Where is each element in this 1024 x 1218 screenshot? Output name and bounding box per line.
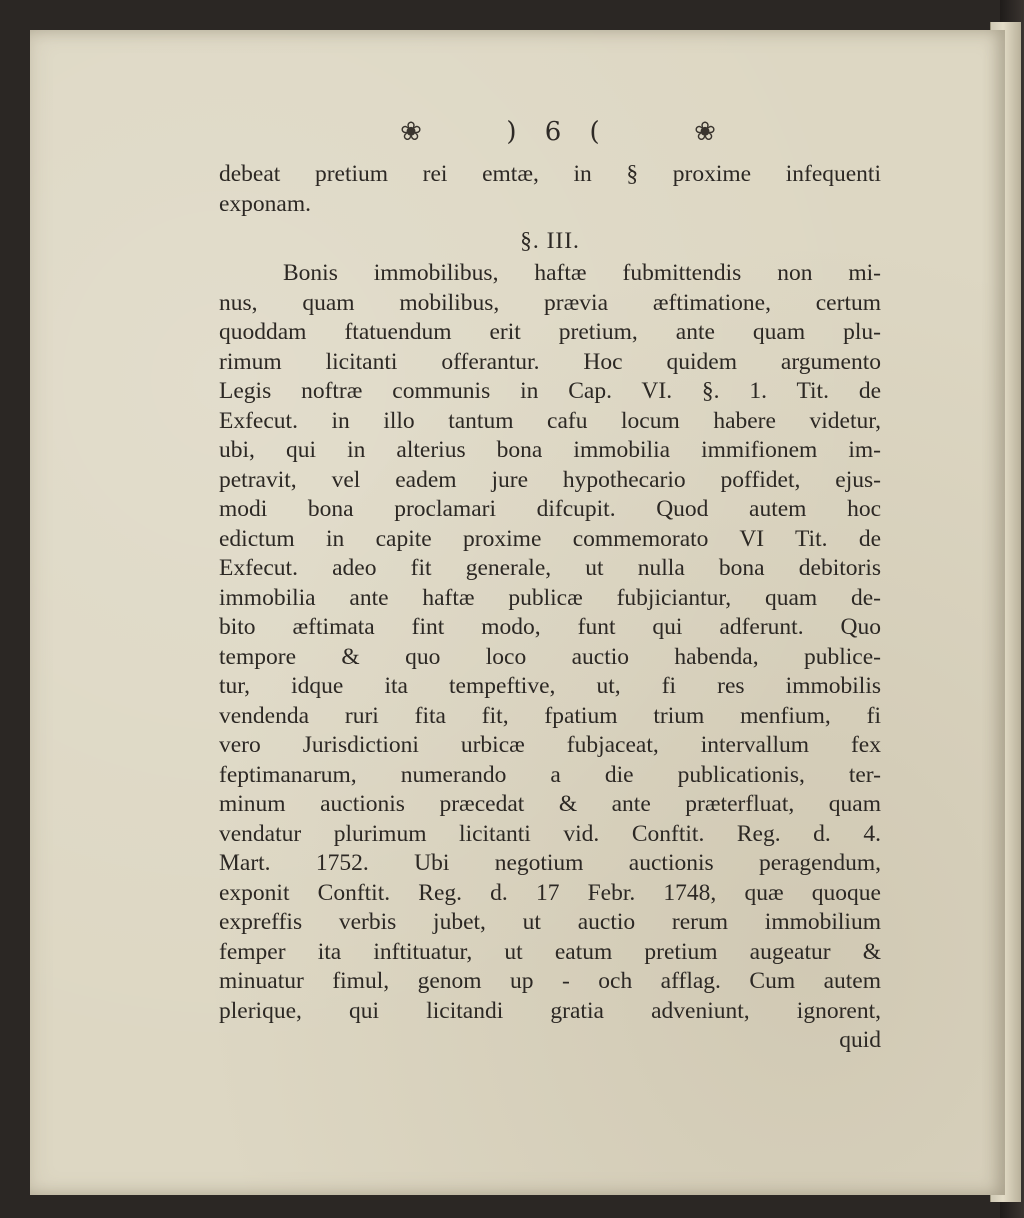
text-line: ubi, qui in alterius bona immobilia immifionem im- xyxy=(219,437,881,463)
page-header xyxy=(398,112,718,152)
ornament-right-icon: ❀ xyxy=(694,117,716,147)
text-line: feptimanarum, numerando a die publicationis, ter- xyxy=(219,761,881,788)
text-line: modi bona proclamari difcupit. Quod autem hoc xyxy=(219,496,881,522)
text-line: Legis noftræ communis in Cap. VI. §. 1. Tit. de xyxy=(219,378,881,404)
text-line: Bonis immobilibus, haftæ fubmittendis non mi- xyxy=(283,260,881,286)
text-line: vendatur plurimum licitanti vid. Conftit. Reg. d. 4. xyxy=(219,820,881,847)
text-line: minuatur fimul, genom up - och afflag. Cum autem xyxy=(219,968,881,994)
text-line: debeat pretium rei emtæ, in § proxime infequenti xyxy=(219,161,881,187)
text-line: rimum licitanti offerantur. Hoc quidem argumento xyxy=(219,348,881,375)
text-line: edictum in capite proxime commemorato VI Tit. de xyxy=(219,525,881,552)
text-line: femper ita inftituatur, ut eatum pretium augeatur & xyxy=(219,938,881,965)
text-line: expreffis verbis jubet, ut auctio rerum immobilium xyxy=(219,909,881,935)
text-line: Exfecut. in illo tantum cafu locum habere videtur, xyxy=(219,407,881,434)
section-heading: §. III. xyxy=(520,228,580,254)
text-line: bito æftimata fint modo, funt qui adferunt. Quo xyxy=(219,614,881,640)
text-line: tempore & quo loco auctio habenda, publice- xyxy=(219,643,881,670)
body-text xyxy=(219,160,881,1056)
ornament-left-icon: ❀ xyxy=(400,117,422,147)
paragraph xyxy=(219,259,881,1026)
text-line: quoddam ftatuendum erit pretium, ante quam plu- xyxy=(219,319,881,345)
text-line: vero Jurisdictioni urbicæ fubjaceat, intervallum fex xyxy=(219,732,881,758)
text-line: Mart. 1752. Ubi negotium auctionis peragendum, xyxy=(219,850,881,876)
catchword: quid xyxy=(839,1027,881,1053)
text-line: tur, idque ita tempeftive, ut, fi res immobilis xyxy=(219,673,881,699)
text-line: immobilia ante haftæ publicæ fubjiciantur, quam de- xyxy=(219,584,881,611)
text-line: petravit, vel eadem jure hypothecario poffidet, ejus- xyxy=(219,466,881,493)
text-line: minum auctionis præcedat & ante præterfluat, quam xyxy=(219,791,881,817)
text-line: plerique, qui licitandi gratia adveniunt, ignorent, xyxy=(219,997,881,1024)
page-number: ) 6 ( xyxy=(506,117,610,147)
text-line: nus, quam mobilibus, prævia æftimatione, certum xyxy=(219,289,881,316)
text-line: Exfecut. adeo fit generale, ut nulla bona debitoris xyxy=(219,555,881,581)
text-line: exponam. xyxy=(219,190,312,217)
text-line: vendenda ruri fita fit, fpatium trium menfium, fi xyxy=(219,702,881,729)
text-line: exponit Conftit. Reg. d. 17 Febr. 1748, quæ quoque xyxy=(219,879,881,906)
